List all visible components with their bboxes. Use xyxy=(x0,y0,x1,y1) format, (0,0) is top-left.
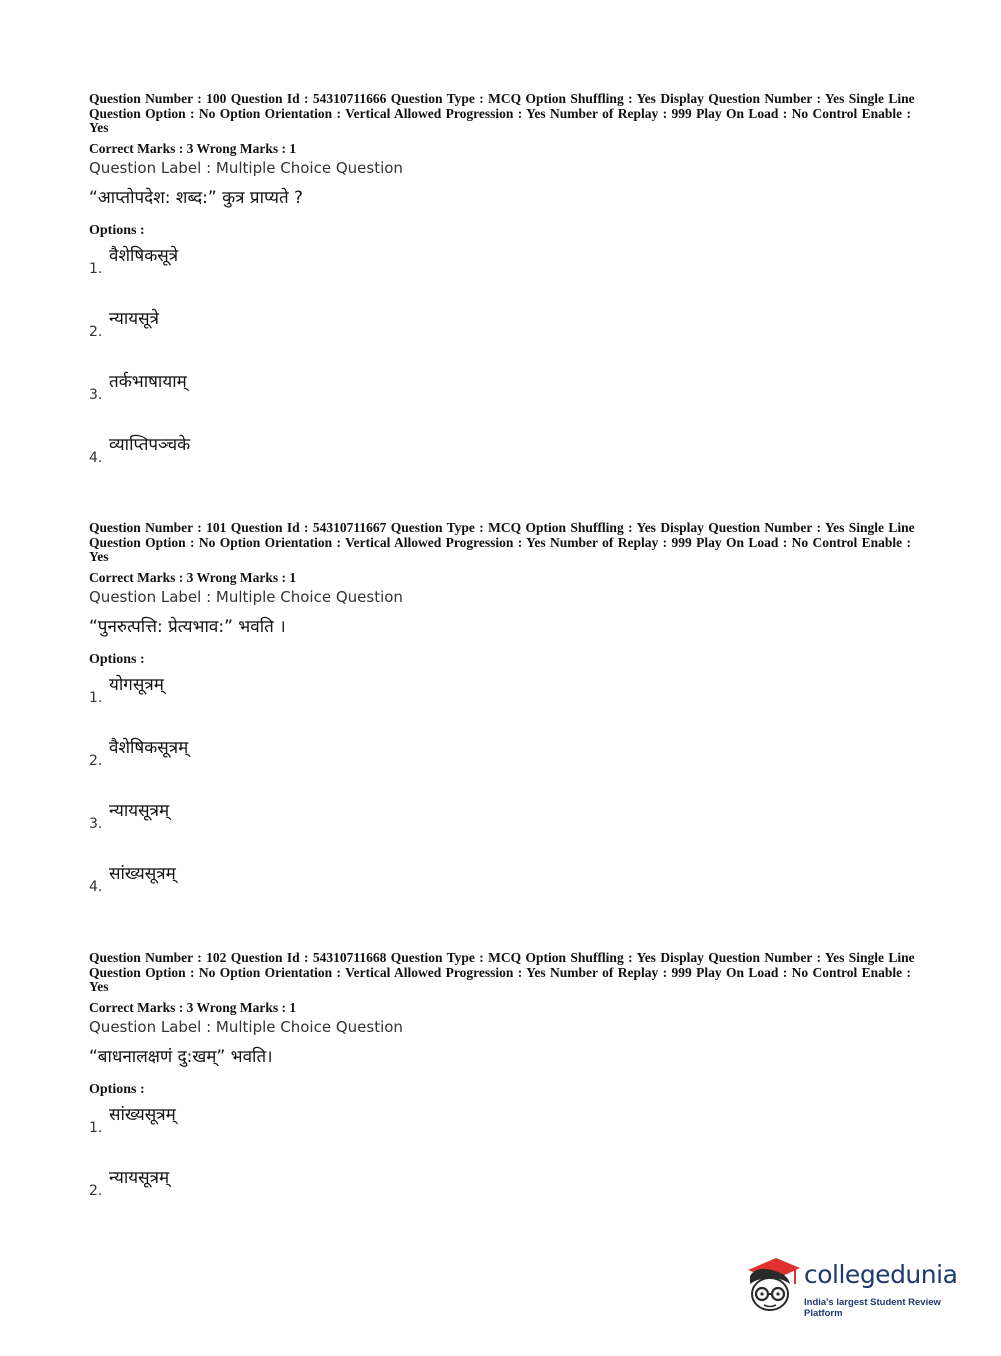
question-marks: Correct Marks : 3 Wrong Marks : 1 xyxy=(89,999,297,1015)
option-item[interactable] xyxy=(89,857,919,920)
question-label: Question Label : Multiple Choice Question xyxy=(89,1017,403,1036)
option-item[interactable] xyxy=(89,731,919,794)
option-number: 1. xyxy=(89,1119,103,1136)
option-text: वैशेषिकसूत्रे xyxy=(109,245,179,266)
question-marks: Correct Marks : 3 Wrong Marks : 1 xyxy=(89,569,297,585)
option-number: 2. xyxy=(89,752,103,769)
options-title: Options : xyxy=(89,1081,145,1097)
question-meta: Question Number : 101 Question Id : 54310711667 Question Type : MCQ Option Shuffling : Yes Display Question Number : Yes Single Line Question Option : No Option Orientation : Vertical Allowed Progression : Yes Number of Replay : 999 Play On Load : No Control Enable : Yes xyxy=(89,520,915,564)
question-101 xyxy=(89,521,919,920)
option-number: 2. xyxy=(89,323,103,340)
option-item[interactable] xyxy=(89,239,919,302)
option-text: वैशेषिकसूत्रम् xyxy=(109,737,189,758)
option-text: तर्कभाषायाम् xyxy=(109,371,187,392)
option-number: 2. xyxy=(89,1182,103,1199)
option-item[interactable] xyxy=(89,1098,919,1161)
option-text: न्यायसूत्रम् xyxy=(109,800,170,821)
option-text: सांख्यसूत्रम् xyxy=(109,863,176,884)
question-meta: Question Number : 102 Question Id : 54310711668 Question Type : MCQ Option Shuffling : Yes Display Question Number : Yes Single Line Question Option : No Option Orientation : Vertical Allowed Progression : Yes Number of Replay : 999 Play On Load : No Control Enable : Yes xyxy=(89,950,915,994)
option-text: योगसूत्रम् xyxy=(109,674,164,695)
question-marks: Correct Marks : 3 Wrong Marks : 1 xyxy=(89,140,297,156)
question-stem: “पुनरुत्पत्ति: प्रेत्यभाव:” भवति । xyxy=(89,616,286,637)
question-stem: “बाधनालक्षणं दु:खम्” भवति। xyxy=(89,1046,273,1067)
options-title: Options : xyxy=(89,651,145,667)
option-number: 3. xyxy=(89,815,103,832)
logo-tagline: India's largest Student Review Platform xyxy=(804,1297,941,1319)
option-item[interactable] xyxy=(89,794,919,857)
question-label: Question Label : Multiple Choice Question xyxy=(89,158,403,177)
option-text: सांख्यसूत्रम् xyxy=(109,1104,176,1125)
collegedunia-logo[interactable] xyxy=(742,1250,967,1320)
question-102 xyxy=(89,951,919,1224)
option-number: 1. xyxy=(89,689,103,706)
option-item[interactable] xyxy=(89,302,919,365)
option-text: व्याप्तिपञ्चके xyxy=(109,434,191,455)
option-number: 3. xyxy=(89,386,103,403)
option-text: न्यायसूत्रे xyxy=(109,308,160,329)
option-item[interactable] xyxy=(89,365,919,428)
option-item[interactable] xyxy=(89,668,919,731)
question-meta: Question Number : 100 Question Id : 54310711666 Question Type : MCQ Option Shuffling : Yes Display Question Number : Yes Single Line Question Option : No Option Orientation : Vertical Allowed Progression : Yes Number of Replay : 999 Play On Load : No Control Enable : Yes xyxy=(89,91,915,135)
mascot-icon xyxy=(742,1250,802,1312)
option-text: न्यायसूत्रम् xyxy=(109,1167,170,1188)
option-number: 1. xyxy=(89,260,103,277)
question-stem: “आप्तोपदेश: शब्द:” कुत्र प्राप्यते ? xyxy=(89,187,304,208)
question-label: Question Label : Multiple Choice Question xyxy=(89,587,403,606)
logo-name: collegedunia xyxy=(804,1260,958,1289)
option-number: 4. xyxy=(89,449,103,466)
option-item[interactable] xyxy=(89,428,919,491)
options-title: Options : xyxy=(89,222,145,238)
option-number: 4. xyxy=(89,878,103,895)
option-item[interactable] xyxy=(89,1161,919,1224)
question-100 xyxy=(89,92,919,491)
